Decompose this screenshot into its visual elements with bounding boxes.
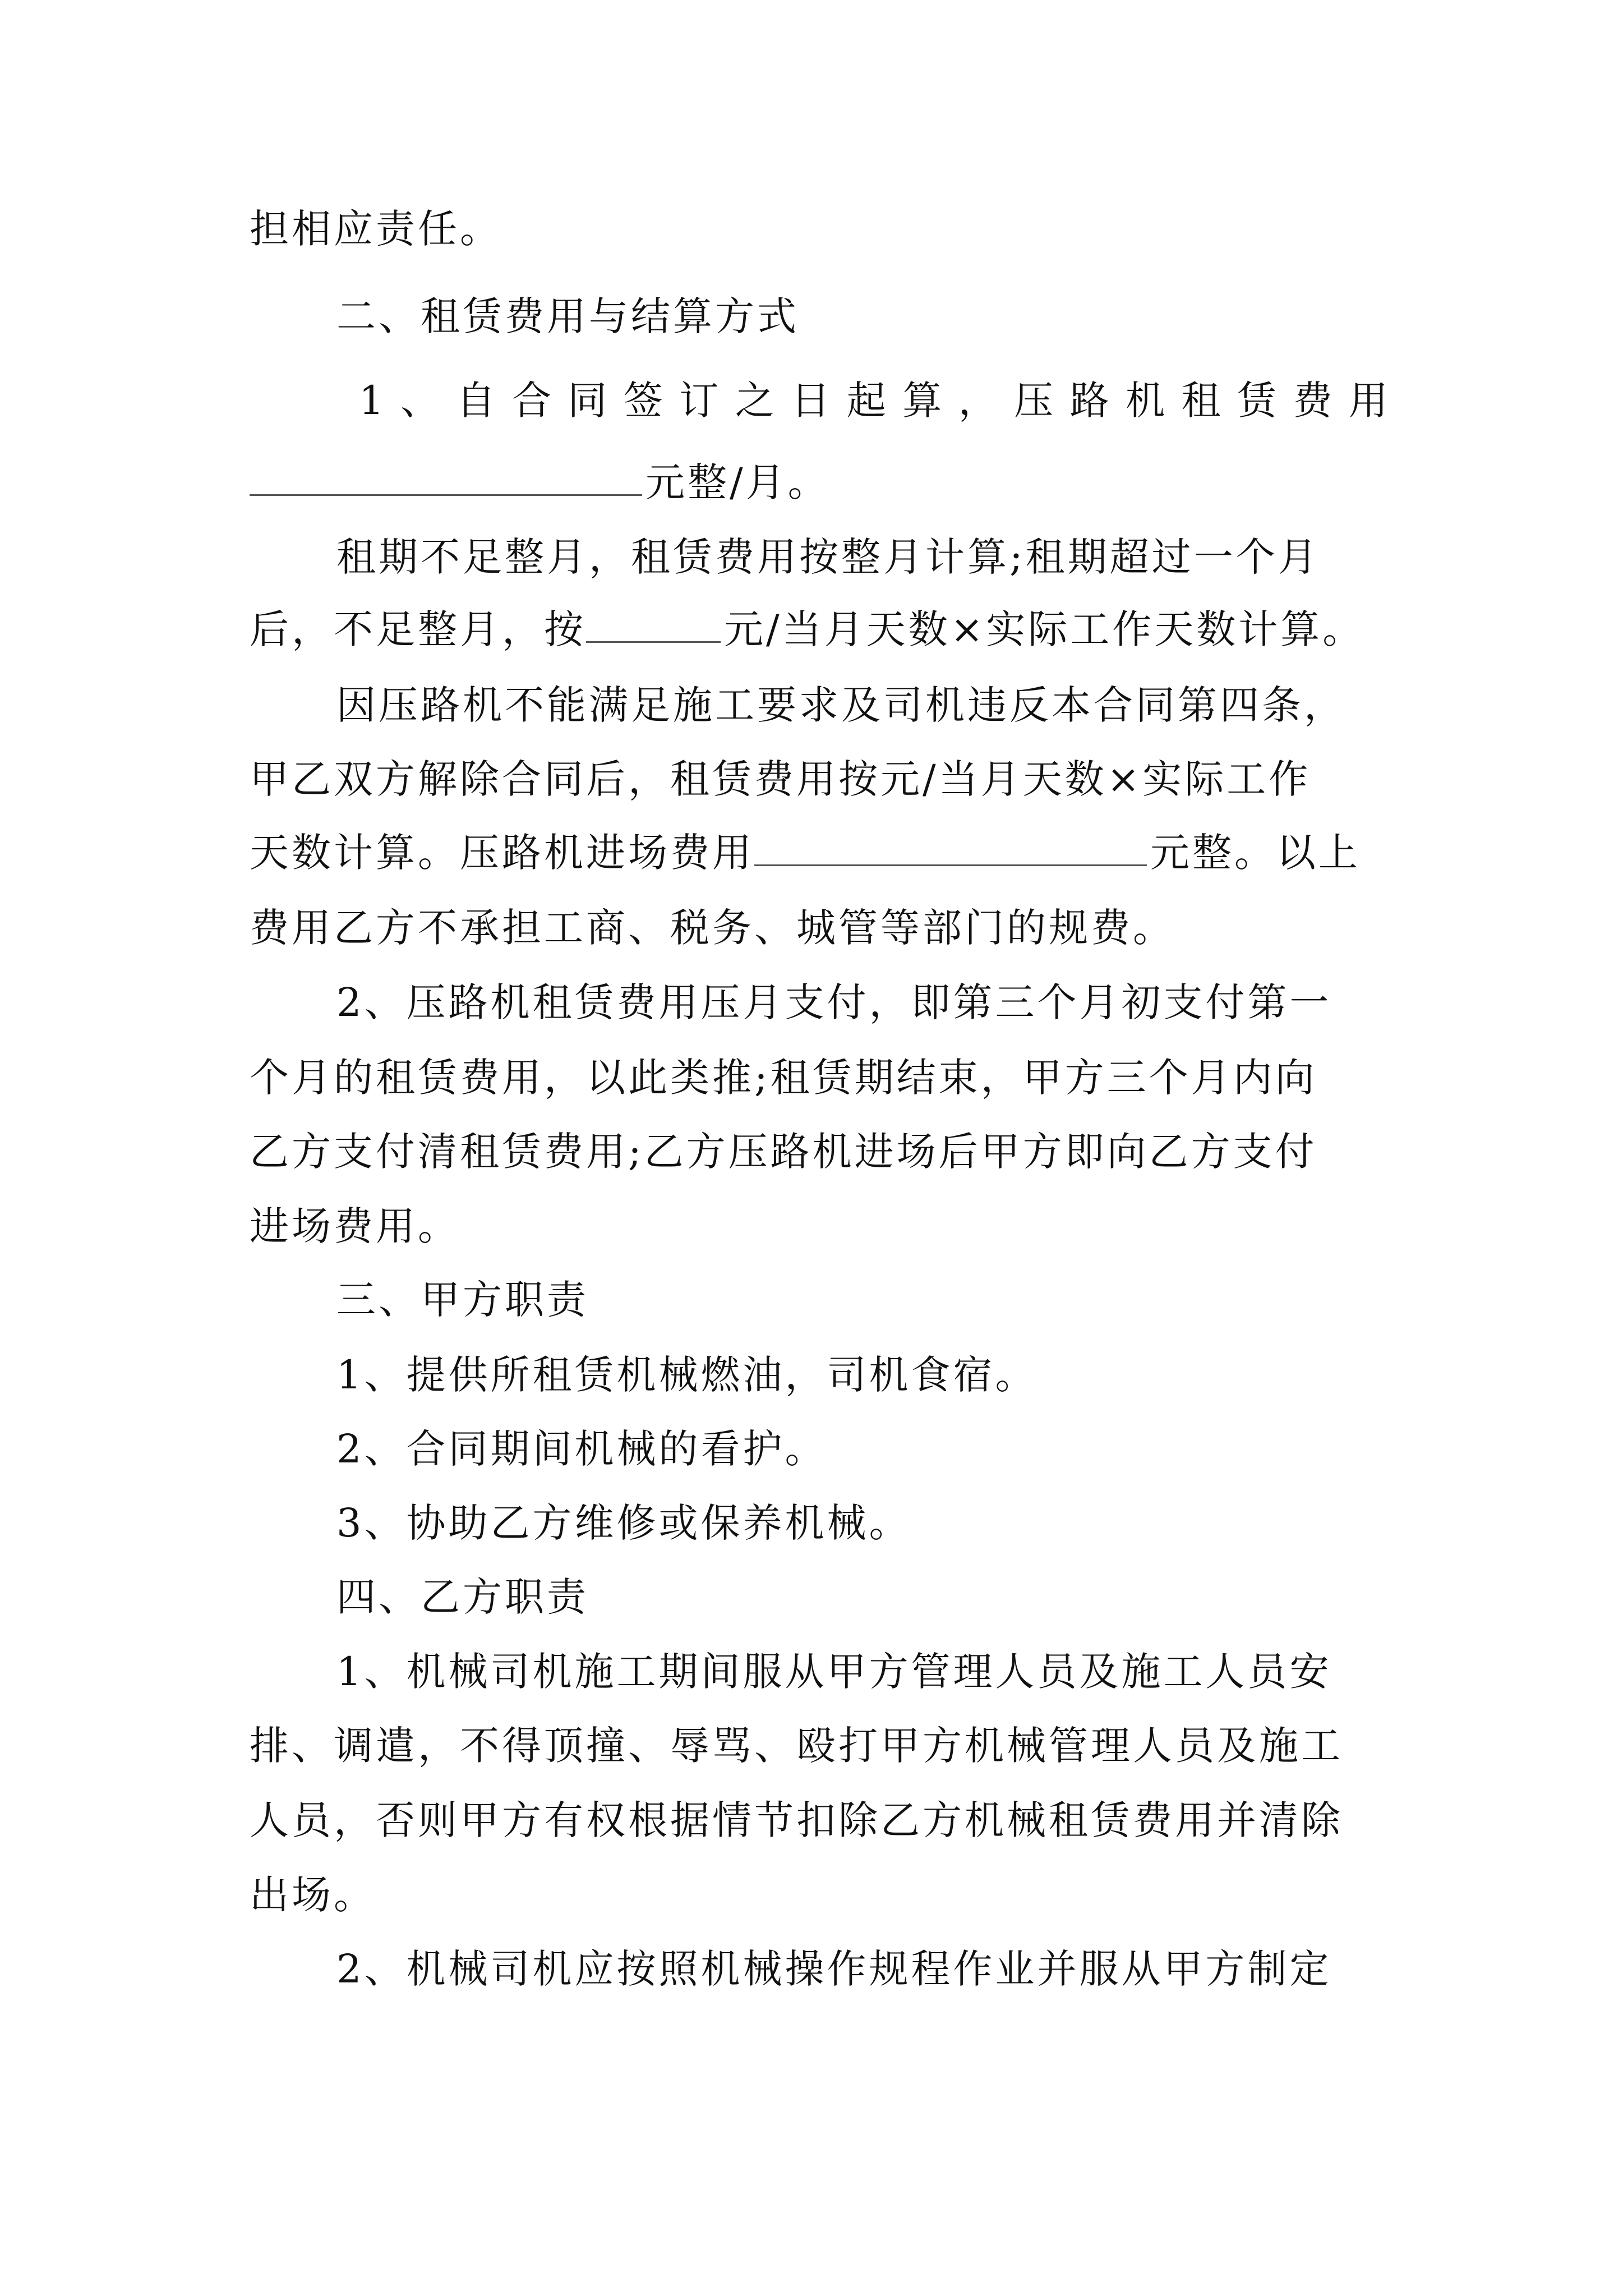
char: 起 [846,378,889,424]
text-line: 甲乙双方解除合同后，租赁费用按元/当月天数×实际工作 [250,756,1311,802]
text-line: 因压路机不能满足施工要求及司机违反本合同第四条， [336,682,1346,728]
text-line [250,454,1394,510]
section-heading: 三、甲方职责 [336,1277,589,1323]
text-line: 1、机械司机施工期间服从甲方管理人员及施工人员安 [336,1649,1332,1695]
section-heading: 二、租赁费用与结算方式 [336,293,799,339]
char: 1 [359,378,387,424]
text-line: 担相应责任。 [250,206,502,252]
char: 租 [1181,378,1224,424]
char: 压 [1014,378,1057,424]
text-line: 乙方支付清租赁费用;乙方压路机进场后甲方即向乙方支付 [250,1129,1317,1175]
text-line [250,825,1394,881]
char: 用 [1348,378,1391,424]
char: 自 [456,378,499,424]
text-line: 2、机械司机应按照机械操作规程作业并服从甲方制定 [336,1946,1332,1992]
text-fragment: 元整/月。 [645,459,830,505]
section-heading: 四、乙方职责 [336,1574,589,1620]
char: 机 [1126,378,1168,424]
text-line: 进场费用。 [250,1203,460,1249]
text-fragment: 元整。以上 [1150,830,1361,876]
text-fragment: 元/当月天数×实际工作天数计算。 [724,606,1365,652]
blank-fill-line [250,459,642,496]
text-line: 3、协助乙方维修或保养机械。 [336,1500,911,1546]
char: 日 [791,378,833,424]
text-line: 出场。 [250,1872,376,1918]
text-line-spaced [359,372,1391,429]
char: 、 [400,378,443,424]
text-line: 租期不足整月，租赁费用按整月计算;租期超过一个月 [336,534,1320,580]
char: 之 [735,378,777,424]
char: ， [958,378,1000,424]
char: 路 [1069,378,1112,424]
text-line: 费用乙方不承担工商、税务、城管等部门的规费。 [250,905,1175,951]
char: 同 [568,378,610,424]
text-fragment: 天数计算。压路机进场费用 [250,830,754,876]
char: 算 [902,378,945,424]
text-line [250,601,1394,657]
char: 赁 [1237,378,1280,424]
char: 签 [623,378,666,424]
text-fragment: 后，不足整月，按 [250,606,586,652]
blank-fill-line [754,830,1147,866]
char: 订 [679,378,722,424]
text-line: 2、压路机租赁费用压月支付，即第三个月初支付第一 [336,979,1332,1025]
text-line: 个月的租赁费用，以此类推;租赁期结束，甲方三个月内向 [250,1055,1317,1101]
text-line: 2、合同期间机械的看护。 [336,1426,827,1472]
blank-fill-line [586,606,721,643]
text-line: 1、提供所租赁机械燃油，司机食宿。 [336,1352,1038,1398]
text-line: 排、调遣，不得顶撞、辱骂、殴打甲方机械管理人员及施工 [250,1723,1343,1769]
char: 合 [511,378,554,424]
char: 费 [1293,378,1335,424]
text-line: 人员，否则甲方有权根据情节扣除乙方机械租赁费用并清除 [250,1797,1343,1843]
